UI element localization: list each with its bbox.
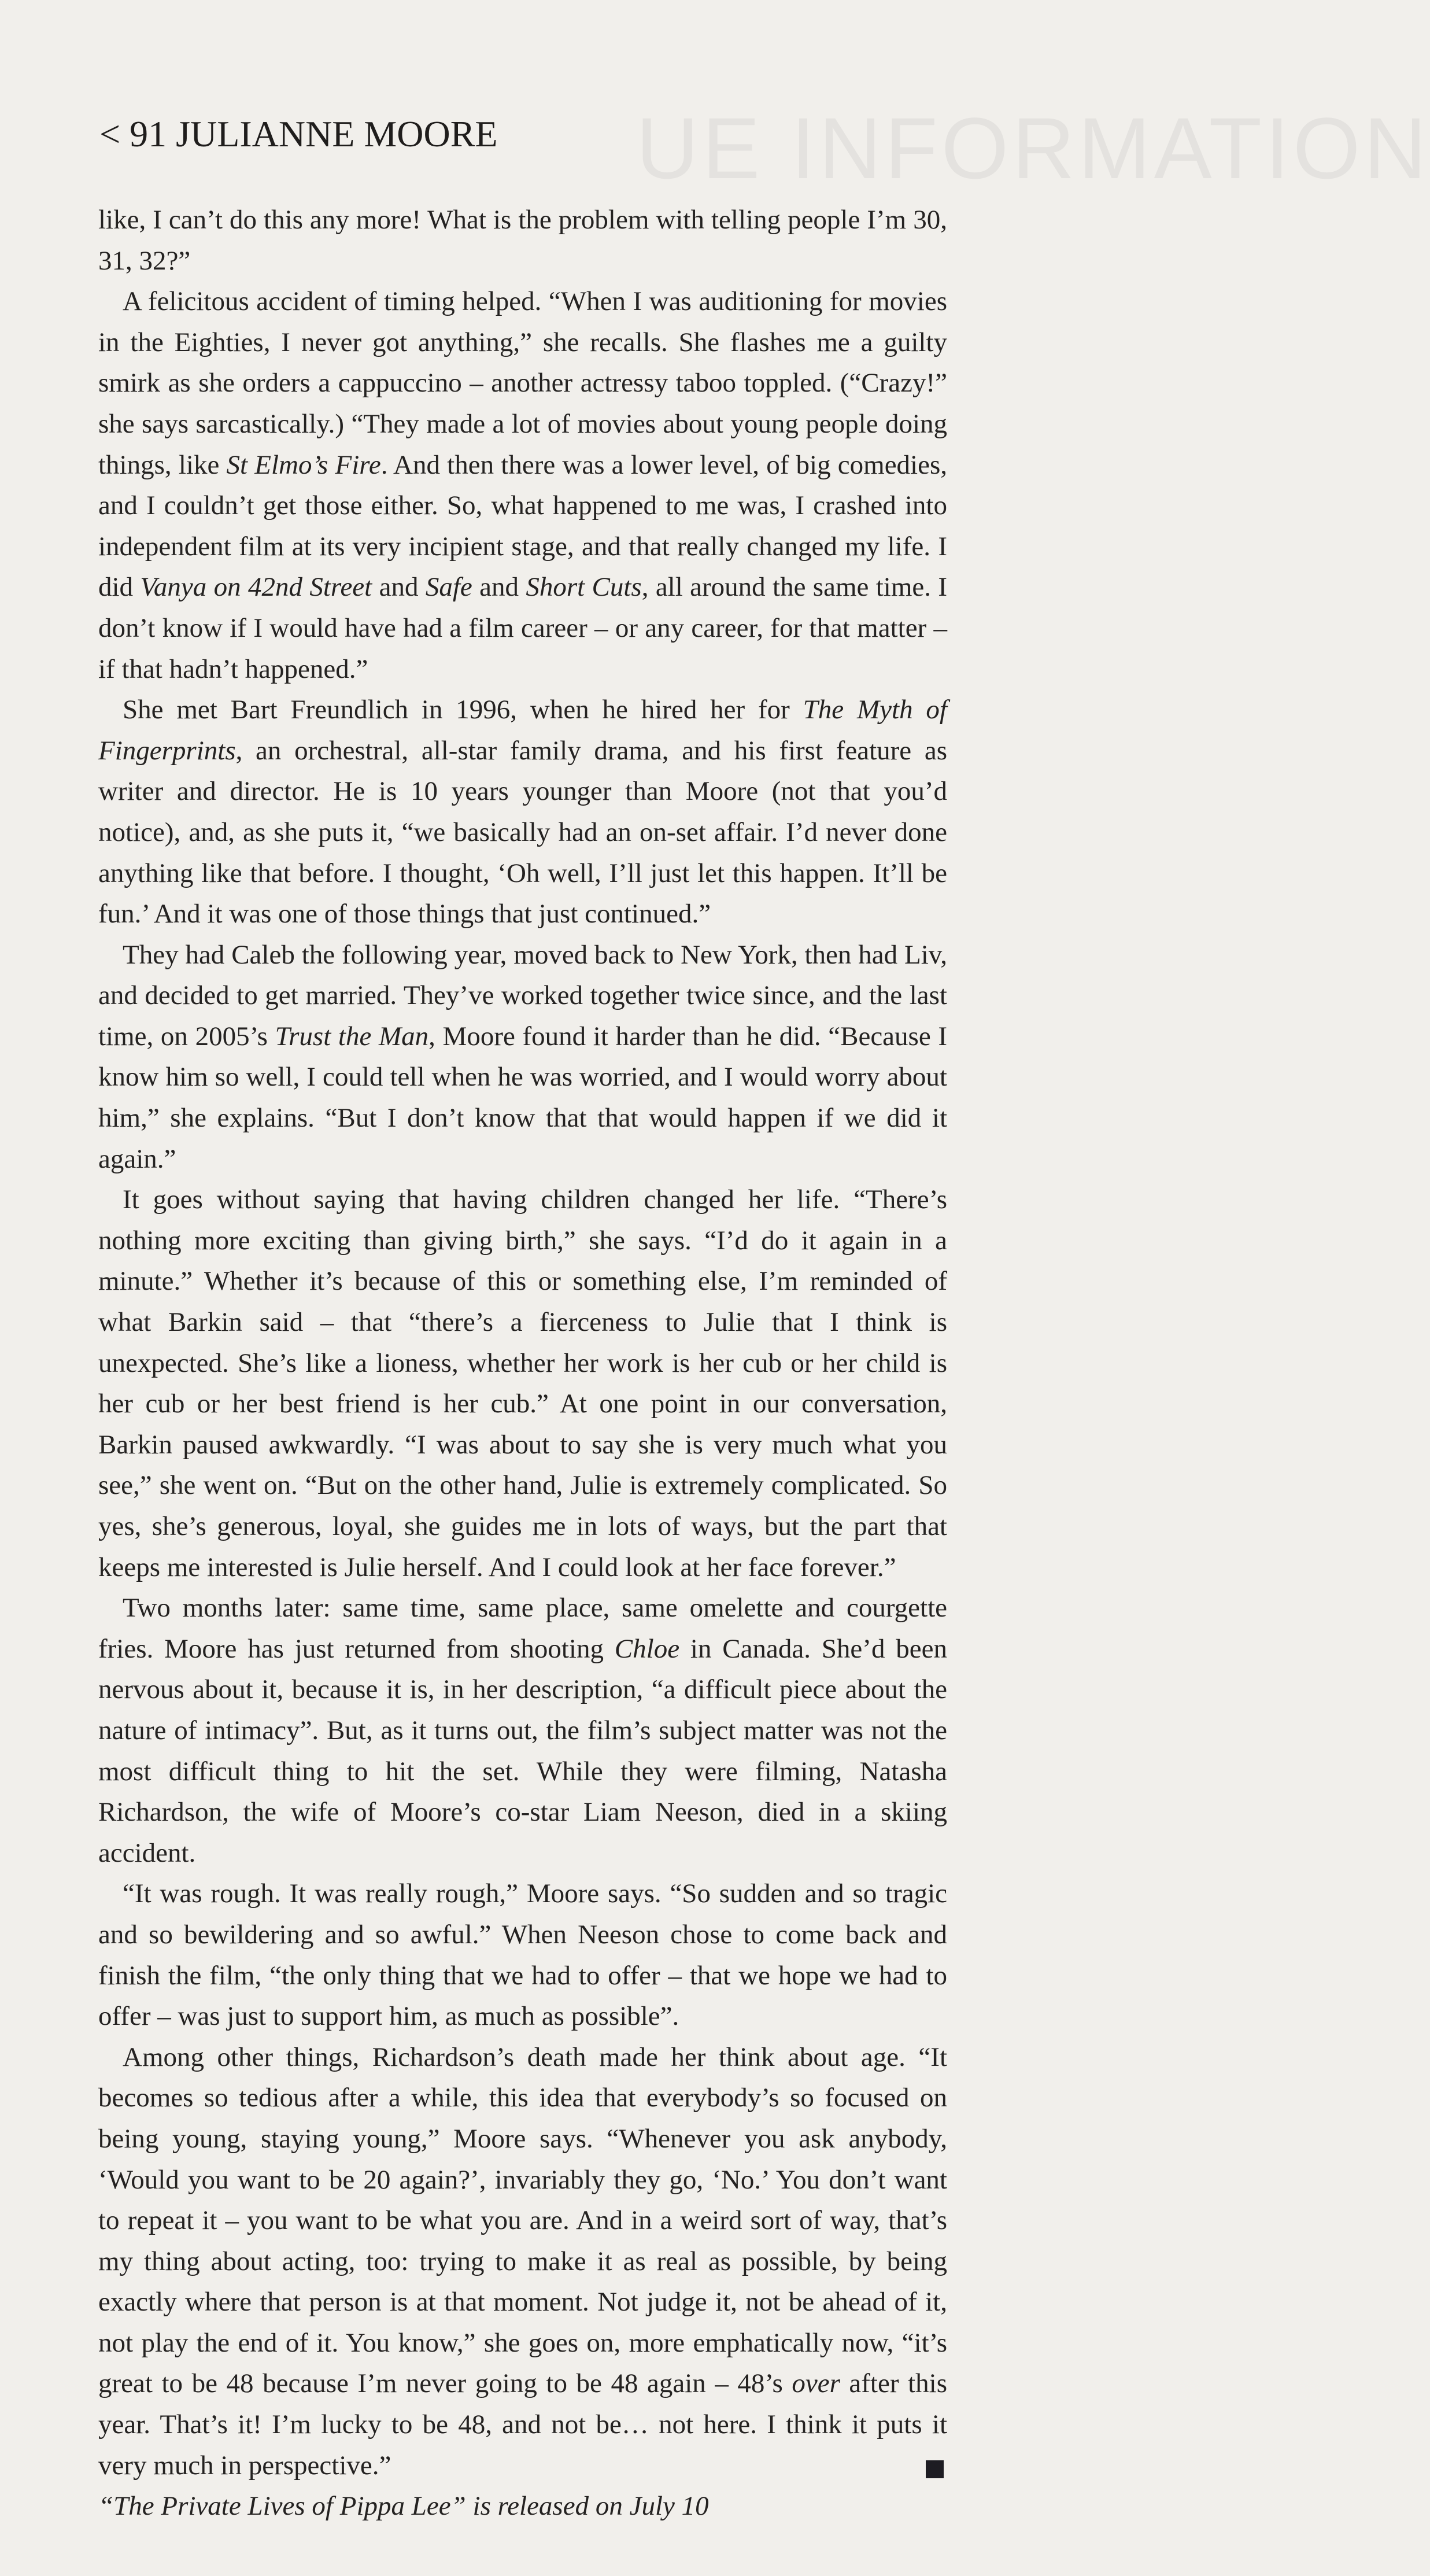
text-run: , all around the same time. I don’t know if I would have had a film career – or any career, for that matter – if that hadn’t happened.” <box>98 572 948 684</box>
italic-title: Short Cuts <box>526 572 642 603</box>
end-of-article-mark <box>926 2460 944 2478</box>
text-run: . And then there was a lower level, of big comedies, and I couldn’t get those either. So, what happened to me was, I crashed into independent film at its very incipient stage, and that really changed my life. I did <box>98 449 948 603</box>
article-paragraph <box>98 200 947 281</box>
text-run: They had Caleb the following year, moved back to New York, then had Liv, and decided to get married. They’ve worked together twice since, and the last time, on 2005’s <box>98 939 947 1051</box>
text-run: and <box>472 572 526 603</box>
text-run: after this year. That’s it! I’m lucky to be 48, and not be… not here. I think it puts it very much in perspective.” <box>98 2368 947 2481</box>
italic-title: The Myth of Fingerprints <box>98 695 947 766</box>
italic-title: Trust the Man <box>275 1021 429 1051</box>
italic-title: St Elmo’s Fire <box>226 449 381 480</box>
article-paragraph <box>98 1588 947 1873</box>
release-note: “The Private Lives of Pippa Lee” is released on July 10 <box>98 2491 709 2522</box>
text-run: “It was rough. It was really rough,” Moore says. “So sudden and so tragic and so bewildering and so awful.” When Neeson chose to come back and finish the film, “the only thing that we had to offer – that we hope we had to offer – was just to support him, as much as possible”. <box>98 1879 947 2032</box>
article-paragraph <box>98 2037 947 2486</box>
article-paragraph <box>98 1873 947 2036</box>
page-reference: < 91 <box>99 113 167 154</box>
article-subject-name: JULIANNE MOORE <box>176 113 498 154</box>
article-paragraph <box>98 689 947 935</box>
article-paragraph <box>98 1179 947 1588</box>
text-run: It goes without saying that having children changed her life. “There’s nothing more exciting than giving birth,” she says. “I’d do it again in a minute.” Whether it’s because of this or something else, I’m reminded of what Barkin said – that “there’s a fierceness to Julie that I think is unexpected. She’s like a lioness, whether her work is her cub or her child is her cub or her best friend is her cub.” At one point in our conversation, Barkin paused awkwardly. “I was about to say she is very much what you see,” she went on. “But on the other hand, Julie is extremely complicated. So yes, she’s generous, loyal, she guides me in lots of ways, but the part that keeps me interested is Julie herself. And I could look at her face forever.” <box>98 1184 947 1582</box>
text-run: like, I can’t do this any more! What is the problem with telling people I’m 30, 31, 32?” <box>98 205 947 276</box>
italic-title: Chloe <box>614 1633 680 1664</box>
text-run: and <box>372 572 426 603</box>
text-run: She met Bart Freundlich in 1996, when he hired her for <box>123 695 803 725</box>
article-body <box>98 200 947 2527</box>
text-run: Among other things, Richardson’s death made her think about age. “It becomes so tedious after a while, this idea that everybody’s so focused on being young, staying young,” Moore says. “Whenever you ask anybody, ‘Would you want to be 20 again?’, invariably they go, ‘No.’ You don’t want to repeat it – you want to be what you are. And in a weird sort of way, that’s my thing about acting, too: trying to make it as real as possible, by being exactly where that person is at that moment. Not judge it, not be ahead of it, not play the end of it. You know,” she goes on, more emphatically now, “it’s great to be 48 because I’m never going to be 48 again – 48’s <box>98 2042 947 2399</box>
article-paragraph <box>98 281 947 689</box>
italic-title: Safe <box>425 572 472 603</box>
text-run: , Moore found it harder than he did. “Because I know him so well, I could tell when he was worried, and I would worry about him,” she explains. “But I don’t know that that would happen if we did it again.” <box>98 1021 947 1174</box>
text-run: in Canada. She’d been nervous about it, because it is, in her description, “a difficult piece about the nature of intimacy”. But, as it turns out, the film’s subject matter was not the most difficult thing to hit the set. While they were filming, Natasha Richardson, the wife of Moore’s co-star Liam Neeson, died in a skiing accident. <box>98 1633 947 1868</box>
article-paragraph <box>98 935 947 1180</box>
text-run: Two months later: same time, same place, same omelette and courgette fries. Moore has just returned from shooting <box>98 1593 947 1664</box>
text-run: , an orchestral, all-star family drama, and his first feature as writer and director. He is 10 years younger than Moore (not that you’d notice), and, as she puts it, “we basically had an on-set affair. I’d never done anything like that before. I thought, ‘Oh well, I’ll just let this happen. It’ll be fun.’ And it was one of those things that just continued.” <box>98 735 947 929</box>
italic-title: Vanya on 42nd Street <box>140 572 372 603</box>
page-header <box>99 113 498 156</box>
italic-title: over <box>792 2368 840 2399</box>
faded-background-text: UE INFORMATION <box>636 99 1430 197</box>
text-run: A felicitous accident of timing helped. “When I was auditioning for movies in the Eighties, I never got anything,” she recalls. She flashes me a guilty smirk as she orders a cappuccino – another actressy taboo toppled. (“Crazy!” she says sarcastically.) “They made a lot of movies about young people doing things, like <box>98 286 947 480</box>
